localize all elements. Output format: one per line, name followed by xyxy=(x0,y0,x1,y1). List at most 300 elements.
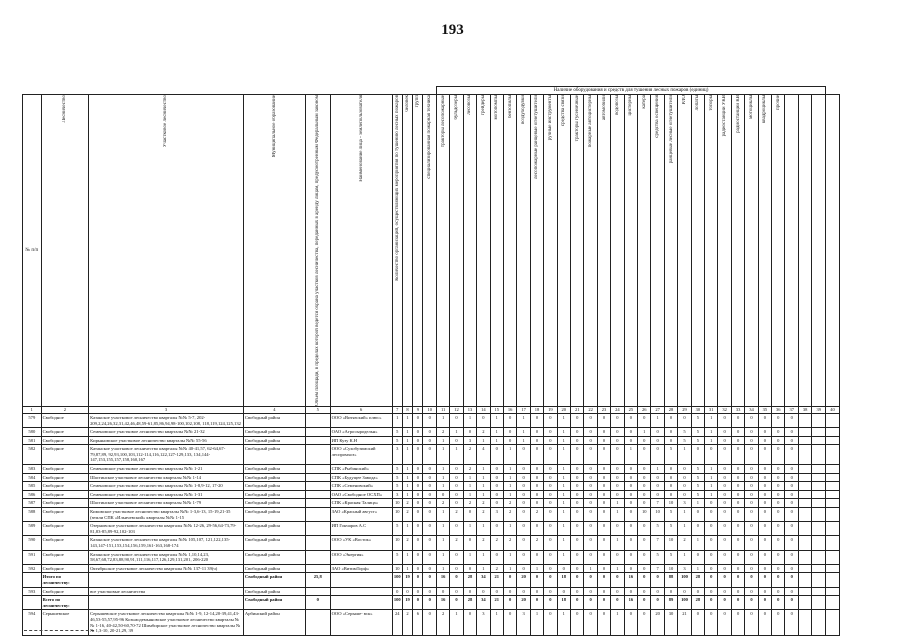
row-lesnichestvo: Свободное xyxy=(41,522,88,536)
row-value-29: 0 xyxy=(758,482,771,491)
row-value-31: 0 xyxy=(785,508,798,522)
row-value-30: 0 xyxy=(772,490,785,499)
row-value-24: 5 xyxy=(691,482,704,491)
header-equip-14 xyxy=(597,95,610,407)
column-number-17: 17 xyxy=(517,406,530,413)
row-value-20: 0 xyxy=(638,596,651,610)
row-value-11: 1 xyxy=(517,428,530,437)
row-area xyxy=(305,436,330,445)
row-value-27: 0 xyxy=(731,610,744,635)
row-value-11: 0 xyxy=(517,508,530,522)
row-value-25: 1 xyxy=(705,465,718,474)
row-value-31: 0 xyxy=(785,550,798,564)
row-land-user xyxy=(330,596,392,610)
row-value-16: 0 xyxy=(584,596,597,610)
header-equip-19-text: ранцевые лесные огнетушители xyxy=(668,95,674,164)
row-number: 587 xyxy=(23,499,42,508)
row-value-12: 2 xyxy=(530,536,543,550)
row-value-31: 0 xyxy=(785,482,798,491)
row-value-31: 0 xyxy=(785,564,798,573)
row-uchastkovoe: все участковые лесничества xyxy=(89,587,244,596)
row-value-4: 0 xyxy=(423,550,436,564)
row-value-16: 0 xyxy=(584,465,597,474)
table-row xyxy=(23,482,840,491)
row-value-8: 3 xyxy=(477,610,490,635)
row-value-27: 0 xyxy=(731,596,744,610)
row-value-28: 0 xyxy=(745,550,758,564)
row-value-13: 0 xyxy=(544,428,557,437)
row-value-29: 0 xyxy=(758,610,771,635)
header-equip-2 xyxy=(436,95,449,407)
header-equip-12-text: тракторы гусеничные xyxy=(574,95,580,142)
row-value-24: 5 xyxy=(691,413,704,427)
row-value-18: 1 xyxy=(611,508,624,522)
row-value-26: 0 xyxy=(718,550,731,564)
row-value-20: 0 xyxy=(638,465,651,474)
row-municipality: Свободный район xyxy=(243,473,305,482)
header-equip-27 xyxy=(772,95,785,407)
row-value-6: 0 xyxy=(450,436,463,445)
row-number: 579 xyxy=(23,413,42,427)
row-value-1: 5 xyxy=(392,522,402,536)
row-municipality: Свободный район xyxy=(243,465,305,474)
row-municipality: Свободный район xyxy=(243,436,305,445)
row-value-1: 10 xyxy=(392,499,402,508)
row-value-1: 5 xyxy=(392,473,402,482)
column-number-38: 38 xyxy=(798,406,811,413)
row-municipality: Свободный район xyxy=(243,499,305,508)
row-value-20: 0 xyxy=(638,413,651,427)
row-number: 594 xyxy=(23,610,42,635)
row-value-8: 1 xyxy=(477,564,490,573)
row-value-31: 0 xyxy=(785,445,798,465)
header-equip-5 xyxy=(477,95,490,407)
row-value-17: 0 xyxy=(597,536,610,550)
row-value-10: 0 xyxy=(503,610,516,635)
table-row xyxy=(23,428,840,437)
row-value-3: 0 xyxy=(413,445,423,465)
row-value-15: 0 xyxy=(570,587,583,596)
row-number: 589 xyxy=(23,522,42,536)
row-lesnichestvo: Свободное xyxy=(41,465,88,474)
row-value-19: 0 xyxy=(624,564,637,573)
row-land-user: ООО «Сухобузимский леспромхоз» xyxy=(330,445,392,465)
row-value-16: 1 xyxy=(584,564,597,573)
row-area xyxy=(305,587,330,596)
row-value-29: 0 xyxy=(758,536,771,550)
row-value-26: 0 xyxy=(718,573,731,587)
row-value-34 xyxy=(826,550,840,564)
row-value-28: 0 xyxy=(745,536,758,550)
row-value-5: 1 xyxy=(436,564,449,573)
row-land-user xyxy=(330,587,392,596)
row-value-14: 0 xyxy=(557,587,570,596)
row-value-18: 0 xyxy=(611,473,624,482)
row-value-19: 0 xyxy=(624,436,637,445)
row-value-4: 0 xyxy=(423,587,436,596)
row-value-12: 1 xyxy=(530,564,543,573)
row-value-24: 0 xyxy=(691,522,704,536)
row-value-24: 0 xyxy=(691,550,704,564)
row-value-22: 88 xyxy=(664,573,677,587)
row-value-21: 0 xyxy=(651,482,664,491)
row-value-17: 0 xyxy=(597,573,610,587)
row-value-13: 0 xyxy=(544,550,557,564)
row-uchastkovoe: Кирьяновское участковое лесничество кварталы №№ 55-56 xyxy=(89,436,244,445)
row-value-17: 0 xyxy=(597,499,610,508)
row-value-8: 1 xyxy=(477,482,490,491)
row-value-8: 4 xyxy=(477,445,490,465)
row-value-21: 10 xyxy=(651,508,664,522)
row-value-15: 0 xyxy=(570,473,583,482)
row-value-13: 0 xyxy=(544,522,557,536)
row-value-12: 0 xyxy=(530,465,543,474)
row-uchastkovoe: Шастинское участковое лесничество кварталы №№ 1-79 xyxy=(89,499,244,508)
row-value-23: 100 xyxy=(678,596,691,610)
row-lesnichestvo: Свободное xyxy=(41,436,88,445)
row-value-29: 0 xyxy=(758,522,771,536)
row-value-20: 0 xyxy=(638,587,651,596)
row-value-9: 0 xyxy=(490,522,503,536)
row-value-1: 1 xyxy=(392,413,402,427)
row-value-20: 0 xyxy=(638,610,651,635)
row-municipality: Свободный район xyxy=(243,573,305,587)
row-value-5: 1 xyxy=(436,522,449,536)
row-value-12: 0 xyxy=(530,482,543,491)
row-value-7: 0 xyxy=(463,508,476,522)
header-equip-24 xyxy=(731,95,744,407)
row-value-30: 0 xyxy=(772,573,785,587)
table-row xyxy=(23,508,840,522)
row-value-13: 0 xyxy=(544,610,557,635)
row-value-16: 0 xyxy=(584,436,597,445)
row-value-25: 0 xyxy=(705,536,718,550)
row-value-18: 0 xyxy=(611,436,624,445)
row-uchastkovoe: Семеновское участковое лесничество кварталы №№ 1-31 xyxy=(89,490,244,499)
row-value-32 xyxy=(798,522,811,536)
row-value-26: 0 xyxy=(718,473,731,482)
row-uchastkovoe xyxy=(89,596,244,610)
header-equip-20-text: РЛО xyxy=(681,95,687,105)
row-uchastkovoe: Кимовское участковое лесничество кварталы №№ 1-3,6-13, 15-19,21-35 (земли СПК «Ильичевский» кварталы №№ 1-15 xyxy=(89,508,244,522)
row-municipality: Свободный район xyxy=(243,550,305,564)
row-value-18: 0 xyxy=(611,522,624,536)
row-value-24: 1 xyxy=(691,564,704,573)
row-value-8: 2 xyxy=(477,499,490,508)
row-value-13: 0 xyxy=(544,413,557,427)
row-value-22: 5 xyxy=(664,550,677,564)
row-value-6: 1 xyxy=(450,610,463,635)
row-value-4: 0 xyxy=(423,490,436,499)
row-value-10: 0 xyxy=(503,428,516,437)
row-value-23: 0 xyxy=(678,465,691,474)
row-value-3: 0 xyxy=(413,490,423,499)
row-value-11: 0 xyxy=(517,445,530,465)
row-value-23: 1 xyxy=(678,522,691,536)
row-value-28: 0 xyxy=(745,465,758,474)
header-equip-6-text: мотопомпы xyxy=(494,95,500,120)
row-value-28: 0 xyxy=(745,564,758,573)
row-value-16: 0 xyxy=(584,536,597,550)
column-number-11: 11 xyxy=(436,406,449,413)
row-value-34 xyxy=(826,436,840,445)
row-value-17: 0 xyxy=(597,587,610,596)
row-value-33 xyxy=(812,587,826,596)
row-value-1: 3 xyxy=(392,445,402,465)
header-equip-21-text: лопаты xyxy=(695,95,701,111)
row-value-7: 2 xyxy=(463,465,476,474)
row-value-22: 10 xyxy=(664,536,677,550)
row-value-24: 28 xyxy=(691,573,704,587)
row-value-34 xyxy=(826,490,840,499)
row-value-6: 0 xyxy=(450,564,463,573)
row-value-14: 18 xyxy=(557,573,570,587)
row-value-13: 0 xyxy=(544,499,557,508)
row-value-28: 0 xyxy=(745,436,758,445)
row-value-31: 0 xyxy=(785,473,798,482)
column-number-10: 10 xyxy=(423,406,436,413)
column-number-4: 4 xyxy=(243,406,305,413)
row-value-14: 1 xyxy=(557,413,570,427)
row-value-3: 0 xyxy=(413,508,423,522)
row-value-27: 0 xyxy=(731,445,744,465)
row-value-14: 1 xyxy=(557,482,570,491)
row-value-25: 0 xyxy=(705,550,718,564)
row-value-9: 0 xyxy=(490,465,503,474)
row-value-12: 0 xyxy=(530,596,543,610)
column-number-18: 18 xyxy=(530,406,543,413)
row-value-17: 0 xyxy=(597,482,610,491)
row-value-18: 1 xyxy=(611,610,624,635)
row-value-5: 2 xyxy=(436,610,449,635)
row-value-25: 1 xyxy=(705,482,718,491)
row-value-33 xyxy=(812,522,826,536)
row-value-19: 0 xyxy=(624,587,637,596)
row-value-12: 0 xyxy=(530,490,543,499)
row-value-32 xyxy=(798,465,811,474)
row-value-12: 0 xyxy=(530,522,543,536)
row-value-33 xyxy=(812,482,826,491)
row-value-11: 0 xyxy=(517,490,530,499)
row-value-22: 0 xyxy=(664,482,677,491)
column-number-23: 23 xyxy=(597,406,610,413)
row-value-19: 0 xyxy=(624,536,637,550)
row-value-4: 0 xyxy=(423,610,436,635)
row-value-2: 19 xyxy=(402,573,412,587)
header-equip-13-text: пожарные автоцистерны xyxy=(588,95,594,148)
header-equip-15 xyxy=(611,95,624,407)
row-value-33 xyxy=(812,596,826,610)
row-value-33 xyxy=(812,445,826,465)
row-value-19: 16 xyxy=(624,573,637,587)
header-equip-18-text: средства освещения xyxy=(655,95,661,138)
row-value-2: 2 xyxy=(402,610,412,635)
row-value-12: 0 xyxy=(530,436,543,445)
row-value-7: 1 xyxy=(463,490,476,499)
row-value-7: 1 xyxy=(463,522,476,536)
row-value-3: 0 xyxy=(413,550,423,564)
header-equip-26-text: квадроциклы xyxy=(762,95,768,124)
row-value-33 xyxy=(812,550,826,564)
row-uchastkovoe: Казанское участковое лесничество кварталы №№ 105,107, 121,122,135-143,147-151,153,154,156,159,161-163,168-174 xyxy=(89,536,244,550)
row-number: 581 xyxy=(23,436,42,445)
row-value-16: 0 xyxy=(584,573,597,587)
row-value-9: 0 xyxy=(490,499,503,508)
header-equip-1-text: специализированная пожарная техника xyxy=(427,95,433,179)
row-value-28: 0 xyxy=(745,482,758,491)
column-number-3: 3 xyxy=(89,406,244,413)
table-row xyxy=(23,436,840,445)
row-value-25: 1 xyxy=(705,436,718,445)
row-value-21: 0 xyxy=(651,573,664,587)
row-value-32 xyxy=(798,445,811,465)
row-value-24: 5 xyxy=(691,428,704,437)
row-value-17: 0 xyxy=(597,473,610,482)
row-value-27: 0 xyxy=(731,522,744,536)
row-value-31: 0 xyxy=(785,610,798,635)
row-value-4: 0 xyxy=(423,473,436,482)
row-value-24: 0 xyxy=(691,610,704,635)
row-value-25: 0 xyxy=(705,508,718,522)
row-value-18: 0 xyxy=(611,445,624,465)
row-value-27: 0 xyxy=(731,465,744,474)
row-value-7: 3 xyxy=(463,436,476,445)
row-value-12: 0 xyxy=(530,445,543,465)
row-value-11: 0 xyxy=(517,499,530,508)
row-value-1: 3 xyxy=(392,490,402,499)
header-equip-27-text: прочие xyxy=(775,95,781,110)
row-value-7: 1 xyxy=(463,482,476,491)
row-value-9: 0 xyxy=(490,490,503,499)
row-value-8: 34 xyxy=(477,596,490,610)
row-value-27: 0 xyxy=(731,550,744,564)
row-land-user: ООО «Витязский» плюс» xyxy=(330,413,392,427)
row-value-31: 0 xyxy=(785,436,798,445)
row-land-user: ЗАО «ВитимТорф» xyxy=(330,564,392,573)
row-value-15: 0 xyxy=(570,436,583,445)
row-value-8: 2 xyxy=(477,428,490,437)
table-row xyxy=(23,465,840,474)
row-value-14: 1 xyxy=(557,499,570,508)
table-row xyxy=(23,499,840,508)
row-value-21: 7 xyxy=(651,536,664,550)
column-number-19: 19 xyxy=(544,406,557,413)
row-value-34 xyxy=(826,536,840,550)
row-value-21: 0 xyxy=(651,596,664,610)
header-equip-7-text: бензопилы xyxy=(507,95,513,119)
row-value-26: 0 xyxy=(718,445,731,465)
row-value-28: 0 xyxy=(745,573,758,587)
row-value-16: 0 xyxy=(584,587,597,596)
row-uchastkovoe: Озерновское участковое лесничество кварталы №№ 12-26, 29-56,64-73,79-81,83-85,89-92,102-103 xyxy=(89,522,244,536)
header-equip-6 xyxy=(490,95,503,407)
row-value-32 xyxy=(798,436,811,445)
row-value-6: 1 xyxy=(450,445,463,465)
row-value-3: 0 xyxy=(413,573,423,587)
header-equip-31 xyxy=(826,95,840,407)
row-value-7: 0 xyxy=(463,536,476,550)
row-value-21: 0 xyxy=(651,445,664,465)
row-value-1: 5 xyxy=(392,482,402,491)
row-value-19: 1 xyxy=(624,445,637,465)
row-value-17: 0 xyxy=(597,508,610,522)
row-value-15: 0 xyxy=(570,610,583,635)
row-value-25: 0 xyxy=(705,610,718,635)
row-value-13: 0 xyxy=(544,473,557,482)
row-value-2: 1 xyxy=(402,490,412,499)
row-value-13: 0 xyxy=(544,436,557,445)
row-value-4: 0 xyxy=(423,413,436,427)
row-lesnichestvo: Свободное xyxy=(41,587,88,596)
column-number-2: 2 xyxy=(41,406,88,413)
header-equip-16-text: цистерны xyxy=(628,95,634,116)
row-value-4: 0 xyxy=(423,508,436,522)
row-value-19: 0 xyxy=(624,413,637,427)
header-equip-4-text: лесовозы xyxy=(467,95,473,115)
row-value-2: 2 xyxy=(402,499,412,508)
row-value-21: 5 xyxy=(651,550,664,564)
column-number-12: 12 xyxy=(450,406,463,413)
header-equip-9 xyxy=(530,95,543,407)
row-value-31: 0 xyxy=(785,536,798,550)
row-value-31: 0 xyxy=(785,490,798,499)
header-equip-23 xyxy=(718,95,731,407)
row-value-17: 0 xyxy=(597,550,610,564)
row-value-9: 1 xyxy=(490,610,503,635)
row-value-6: 0 xyxy=(450,465,463,474)
row-value-30: 0 xyxy=(772,445,785,465)
row-value-30: 0 xyxy=(772,564,785,573)
row-value-33 xyxy=(812,490,826,499)
row-value-4: 0 xyxy=(423,499,436,508)
row-value-33 xyxy=(812,564,826,573)
row-value-21: 0 xyxy=(651,490,664,499)
row-value-28: 0 xyxy=(745,413,758,427)
row-value-5: 0 xyxy=(436,490,449,499)
row-municipality: Свободный район xyxy=(243,587,305,596)
row-value-1: 24 xyxy=(392,610,402,635)
row-value-16: 0 xyxy=(584,499,597,508)
row-value-14: 1 xyxy=(557,610,570,635)
row-value-29: 0 xyxy=(758,413,771,427)
row-value-17: 0 xyxy=(597,413,610,427)
row-value-16: 0 xyxy=(584,522,597,536)
header-equip-19 xyxy=(664,95,677,407)
row-value-6: 2 xyxy=(450,536,463,550)
row-value-20: 0 xyxy=(638,550,651,564)
row-value-3: 6 xyxy=(413,610,423,635)
row-value-23: 3 xyxy=(678,499,691,508)
row-value-28: 0 xyxy=(745,428,758,437)
row-value-27: 0 xyxy=(731,482,744,491)
row-value-8: 2 xyxy=(477,508,490,522)
header-equip-30 xyxy=(812,95,826,407)
column-number-29: 29 xyxy=(678,406,691,413)
row-value-9: 2 xyxy=(490,564,503,573)
table-row xyxy=(23,550,840,564)
row-value-28: 0 xyxy=(745,610,758,635)
table-body xyxy=(23,413,840,635)
column-number-36: 36 xyxy=(772,406,785,413)
row-lesnichestvo: Свободное xyxy=(41,413,88,427)
header-equip-17 xyxy=(638,95,651,407)
header-col3 xyxy=(89,95,244,407)
row-value-22: 0 xyxy=(664,436,677,445)
row-number: 580 xyxy=(23,428,42,437)
row-uchastkovoe: Катанское участковое лесничество кварталы №№ 40-41,57, 62-64,67-79,87,89, 92,93,100,103,112-114,116,122,127-129,133, 134,144-147,153,155,157,158,160,167 xyxy=(89,445,244,465)
row-land-user: СПК «Будущее Завода» xyxy=(330,473,392,482)
table-row xyxy=(23,573,840,587)
